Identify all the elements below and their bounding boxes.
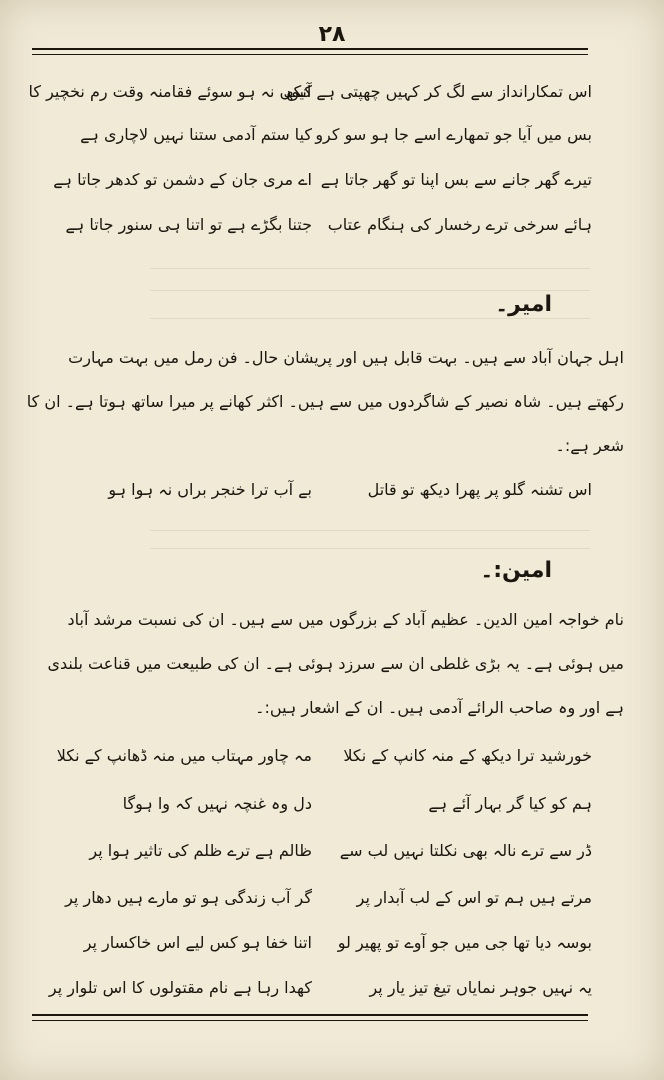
intro-couplet-3-right: تیرے گھر جانے سے بس اپنا تو گھر جاتا ہے [320, 170, 592, 189]
ameer-prose-line-1: اہل جہان آباد سے ہیں۔ بہت قابل ہیں اور پریشان حال۔ فن رمل میں بہت مہارت [68, 348, 624, 367]
ameer-prose-line-2: رکھتے ہیں۔ شاہ نصیر کے شاگردوں میں سے ہیں۔ اکثر کھانے پر میرا ساتھ ہوتا ہے۔ ان کا [26, 392, 624, 411]
header-rule-bottom [32, 54, 588, 55]
ameen-couplet-4-left: گر آب زندگی ہو تو مارے ہیں دھار پر [65, 888, 312, 907]
intro-couplet-1-left: کیوں نہ ہو سوئے فقامنہ وقت رم نخچیر کا [28, 82, 312, 101]
ameen-couplet-1-left: مہ چاور مہتاب میں منہ ڈھانپ کے نکلا [56, 746, 312, 765]
ameer-couplet-right: اس تشنہ گلو پر پھرا دیکھ تو قاتل [367, 480, 592, 499]
ameen-couplet-3-left: ظالم ہے ترے ظلم کی تاثیر ہوا پر [89, 841, 312, 860]
bleed-through-line [150, 548, 590, 549]
intro-couplet-2-right: بس میں آیا جو تمھارے اسے جا ہو سو کرو [315, 125, 592, 144]
header-rule-top [32, 48, 588, 50]
footer-rule-bottom [32, 1020, 588, 1021]
page-number: ۲۸ [318, 22, 346, 47]
ameen-couplet-3-right: ڈر سے ترے نالہ بھی نکلتا نہیں لب سے [339, 841, 592, 860]
footer-rule-top [32, 1014, 588, 1016]
bleed-through-line [150, 318, 590, 319]
ameen-couplet-5-right: بوسہ دیا تھا جی میں جو آوے تو پھیر لو [337, 933, 592, 952]
ameen-couplet-6-right: یہ نہیں جوہر نمایاں تیغ تیز یار پر [369, 978, 592, 997]
ameen-couplet-2-right: ہم کو کیا گر بہار آئے ہے [428, 794, 592, 813]
intro-couplet-4-right: ہائے سرخی ترے رخسار کی ہنگام عتاب [327, 215, 592, 234]
ameen-prose-line-3: ہے اور وہ صاحب الرائے آدمی ہیں۔ ان کے اشعار ہیں:۔ [255, 698, 624, 717]
intro-couplet-1-right: اس تمکارانداز سے لگ کر کہیں چھپتی ہے آنکھ [283, 82, 592, 101]
bleed-through-line [150, 530, 590, 531]
ameen-couplet-4-right: مرتے ہیں ہم تو اس کے لب آبدار پر [356, 888, 592, 907]
section-heading-ameer: امیر۔ [495, 292, 552, 317]
intro-couplet-4-left: جتنا بگڑے ہے تو اتنا ہی سنور جاتا ہے [65, 215, 312, 234]
ameer-prose-line-3: شعر ہے:۔ [555, 436, 624, 455]
ameer-couplet-left: بے آب ترا خنجر براں نہ ہوا ہو [108, 480, 312, 499]
ameen-prose-line-2: میں ہوئی ہے۔ یہ بڑی غلطی ان سے سرزد ہوئی ہے۔ ان کی طبیعت میں قناعت بلندی [47, 654, 624, 673]
bleed-through-line [150, 290, 590, 291]
ameen-couplet-2-left: دل وہ غنچہ نہیں کہ وا ہوگا [122, 794, 312, 813]
intro-couplet-3-left: اے مری جان کے دشمن تو کدھر جاتا ہے [53, 170, 312, 189]
ameen-prose-line-1: نام خواجہ امین الدین۔ عظیم آباد کے بزرگوں میں سے ہیں۔ ان کی نسبت مرشد آباد [67, 610, 624, 629]
ameen-couplet-6-left: کھدا رہا ہے نام مقتولوں کا اس تلوار پر [48, 978, 312, 997]
section-heading-ameen: امین:۔ [480, 558, 552, 583]
bleed-through-line [150, 268, 590, 269]
intro-couplet-2-left: کیا ستم آدمی ستنا نہیں لاچاری ہے [80, 125, 312, 144]
ameen-couplet-5-left: اتنا خفا ہو کس لیے اس خاکسار پر [83, 933, 312, 952]
ameen-couplet-1-right: خورشید ترا دیکھ کے منہ کانپ کے نکلا [343, 746, 592, 765]
